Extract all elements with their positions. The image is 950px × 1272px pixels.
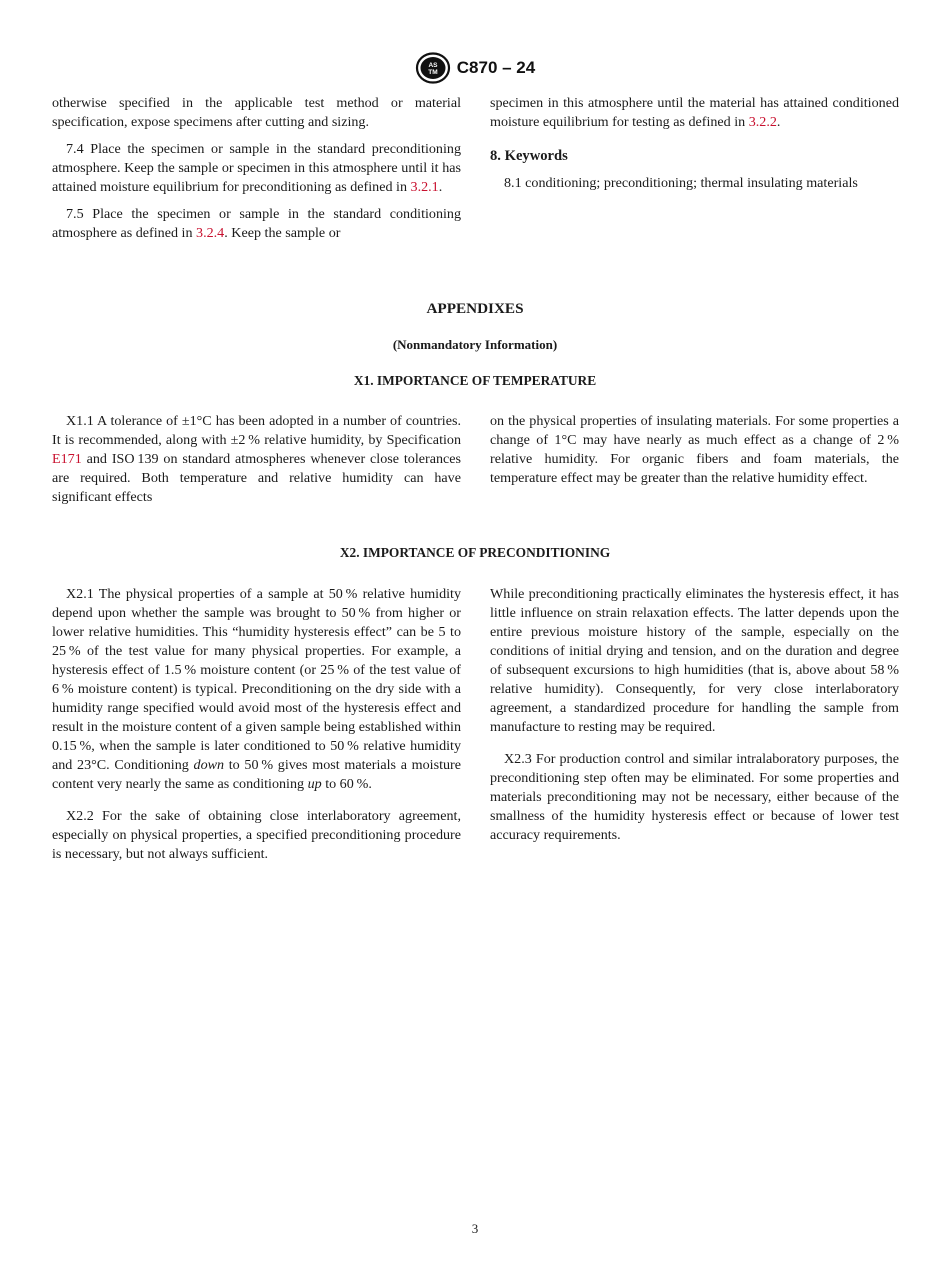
top-left-column	[52, 94, 461, 243]
page-header	[0, 52, 950, 84]
x1-left-column	[52, 412, 461, 507]
paragraph-7-4: 7.4 Place the specimen or sample in the standard preconditioning atmosphere. Keep the sample or specimen in this atmosphere until it has attained moisture equilibrium for preconditioning as defined in 3.2.1.	[52, 141, 461, 195]
link-3-2-1[interactable]: 3.2.1	[410, 179, 439, 195]
svg-text:TM: TM	[428, 69, 438, 76]
x1-right-column	[490, 412, 899, 488]
paragraph-x2-3: X2.3 For production control and similar intralaboratory purposes, the preconditioning step often may be eliminated. For some properties and materials preconditioning may not be necessary, either because of the smallness of the humidity hysteresis effect or because of lower test accuracy requirements.	[490, 751, 899, 843]
paragraph-x1-1-continued: on the physical properties of insulating materials. For some properties a change of 1°C may have nearly as much effect as a change of 2 % relative humidity. For organic fibers and foam materials, the temperature effect may be greater than the relative humidity effect.	[490, 413, 899, 486]
x2-right-column	[490, 585, 899, 845]
paragraph-7-5-continued: specimen in this atmosphere until the material has attained conditioned moisture equilibrium for testing as defined in 3.2.2.	[490, 95, 899, 130]
top-right-column	[490, 94, 899, 193]
x2-heading: X2. IMPORTANCE OF PRECONDITIONING	[339, 545, 611, 560]
keywords-heading: 8. Keywords	[490, 148, 568, 164]
paragraph-x2-1: X2.1 The physical properties of a sample at 50 % relative humidity depend upon whether the sample was brought to 50 % from higher or lower relative humidities. This “humidity hysteresis effect” can be 5 to 25 % of the test value for many physical properties. For example, a hysteresis effect of 1.5 % moisture content (or 25 % of the test value of 6 % moisture content) is typical. Preconditioning on the dry side with a humidity range specified would avoid most of the hysteresis effect and result in the moisture content of a given sample being established within 0.15 %, when the sample is later conditioned to 50 % relative humidity and 23°C. Conditioning down to 50 % gives most materials a moisture content very nearly the same as conditioning up to 60 %.	[52, 586, 461, 792]
paragraph-x2-2-continued: While preconditioning practically eliminates the hysteresis effect, it has little influence on strain relaxation effects. The latter depends upon the entire previous moisture history of the sample, especially on the conditions of initial drying and tension, and on the duration and degree of subsequent excursions to high humidities (that is, above about 58 % relative humidity). Consequently, for very close interlaboratory agreement, a standardized procedure for handling the sample from manufacture to resting may be required.	[490, 586, 899, 735]
link-3-2-2[interactable]: 3.2.2	[748, 114, 777, 130]
standard-designation: C870 – 24	[456, 58, 536, 77]
page-number: 3	[471, 1221, 479, 1236]
paragraph-8-1: 8.1 conditioning; preconditioning; thermal insulating materials	[504, 175, 858, 191]
paragraph-x1-1: X1.1 A tolerance of ±1°C has been adopted in a number of countries. It is recommended, along with ±2 % relative humidity, by Specification E171 and ISO 139 on standard atmospheres whenever close tolerances are required. Both temperature and relative humidity can have significant effects	[52, 413, 461, 505]
appendixes-subtitle: (Nonmandatory Information)	[392, 337, 558, 352]
paragraph-7-3-continued: otherwise specified in the applicable test method or material specification, expose specimens after cutting and sizing.	[52, 95, 461, 130]
x1-heading: X1. IMPORTANCE OF TEMPERATURE	[353, 373, 597, 388]
link-3-2-4[interactable]: 3.2.4	[196, 225, 225, 241]
svg-text:AS: AS	[428, 62, 438, 69]
appendixes-title: APPENDIXES	[426, 300, 524, 317]
link-e171[interactable]: E171	[52, 451, 82, 467]
x2-left-column	[52, 585, 461, 864]
paragraph-x2-2: X2.2 For the sake of obtaining close interlaboratory agreement, especially on physical properties, a specified preconditioning procedure is necessary, but not always sufficient.	[52, 808, 461, 862]
astm-logo-icon	[415, 52, 451, 84]
paragraph-7-5: 7.5 Place the specimen or sample in the standard conditioning atmosphere as defined in 3.2.4. Keep the sample or	[52, 206, 461, 241]
